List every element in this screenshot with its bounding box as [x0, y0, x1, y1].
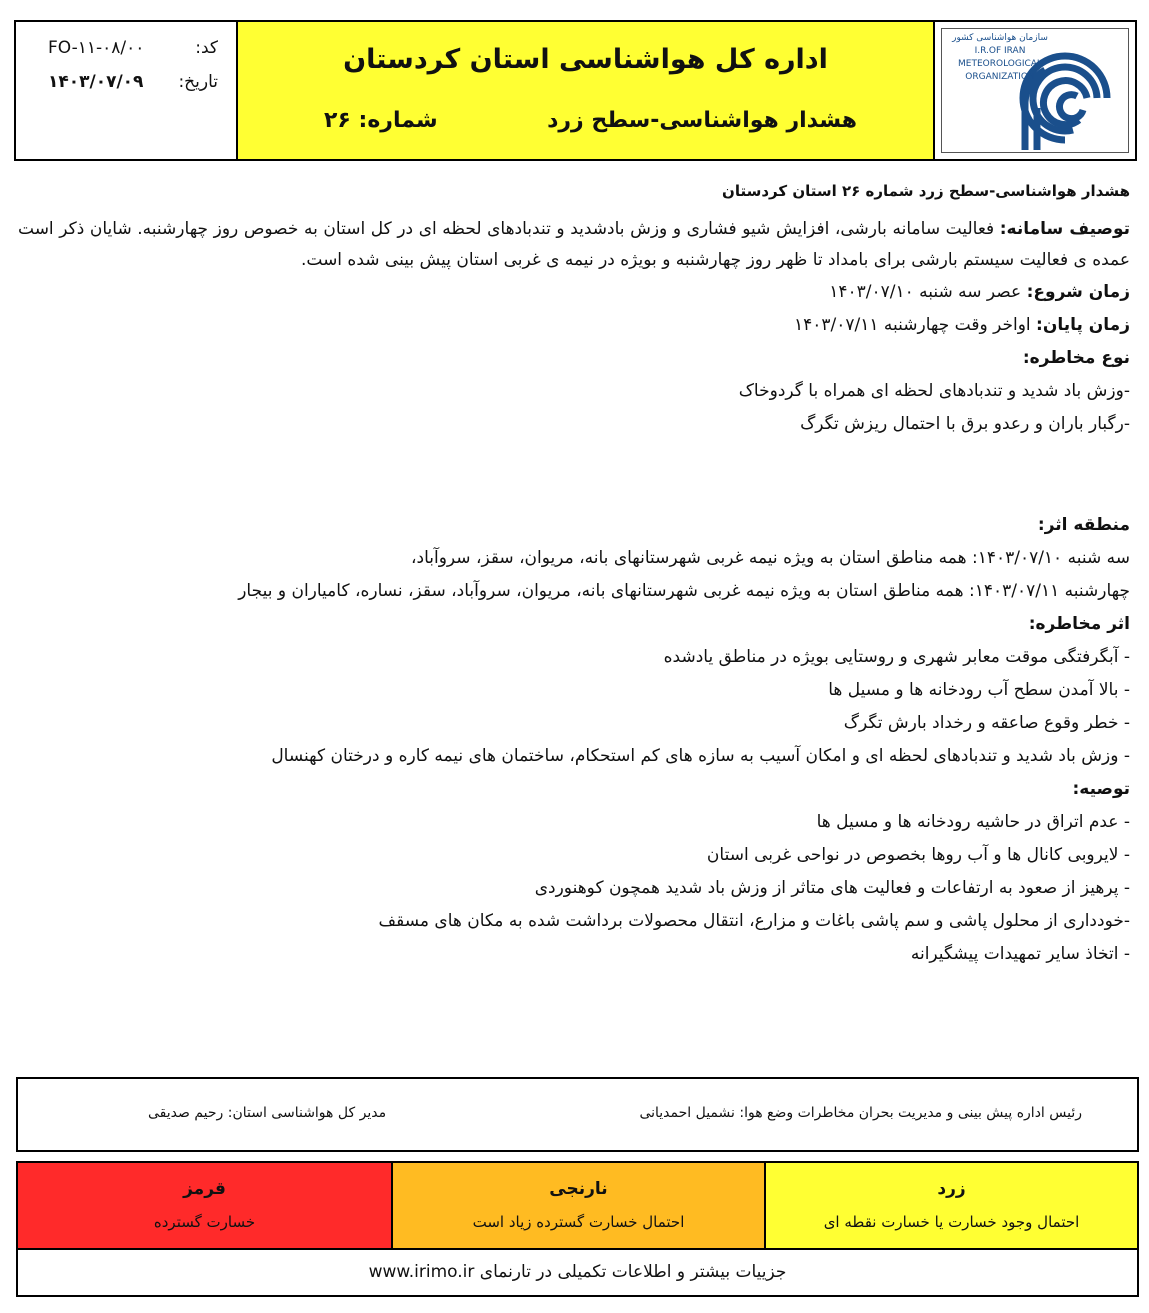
director-signature: مدیر کل هواشناسی استان: رحیم صدیقی: [148, 1105, 387, 1121]
level-yellow-desc: احتمال وجود خسارت یا خسارت نقطه ای: [823, 1213, 1080, 1231]
level-orange-name: نارنجی: [549, 1179, 608, 1199]
org-title: اداره کل هواشناسی استان کردستان: [343, 44, 828, 75]
levels-row: [18, 1163, 1137, 1250]
advice-item: - اتخاذ سایر تمهیدات پیشگیرانه: [910, 944, 1130, 964]
hazard-type-item: -رگبار باران و رعدو برق با احتمال ریزش تگرگ: [800, 414, 1130, 434]
start-time-label: زمان شروع:: [1026, 282, 1130, 302]
code-label: کد:: [195, 38, 218, 58]
advice-item: - پرهیز از صعود به ارتفاعات و فعالیت های متاثر از وزش باد شدید همچون کوهنوردی: [534, 878, 1130, 898]
impact-item: - بالا آمدن سطح آب رودخانه ها و مسیل ها: [828, 680, 1130, 700]
start-time: [18, 276, 1130, 309]
date-value: ۱۴۰۳/۰۷/۰۹: [48, 72, 144, 92]
impact-item: - خطر وقوع صاعقه و رخداد بارش تگرگ: [843, 713, 1130, 733]
system-description-text: فعالیت سامانه بارشی، افزایش شیو فشاری و وزش بادشدید و تندبادهای لحظه ای در کل استان به خصوص روز چهارشنبه. شایان ذکر است عمده ی فعالیت سیستم بارشی برای بامداد تا ظهر روز چهارشنبه و بویژه در نیمه ی غربی استان پیش بینی شده است.: [18, 219, 1130, 270]
start-time-text: عصر سه شنبه ۱۴۰۳/۰۷/۱۰: [829, 282, 1027, 302]
level-yellow-name: زرد: [937, 1179, 966, 1199]
level-red: [18, 1163, 391, 1248]
warning-title: هشدار هواشناسی-سطح زرد شماره ۲۶ استان کردستان: [722, 182, 1130, 200]
hazard-type-item: -وزش باد شدید و تندبادهای لحظه ای همراه با گردوخاک: [738, 381, 1130, 401]
level-red-desc: خسارت گسترده: [153, 1213, 256, 1231]
warning-number: شماره: ۲۶: [324, 108, 438, 133]
advice-item: - لایروبی کانال ها و آب روها بخصوص در نواحی غربی استان: [706, 845, 1130, 865]
advice-item: - عدم اتراق در حاشیه رودخانه ها و مسیل ها: [816, 812, 1130, 832]
code-date-box: [16, 22, 238, 159]
level-yellow: [764, 1163, 1137, 1248]
logo-box: [935, 22, 1135, 159]
affected-area-item: چهارشنبه ۱۴۰۳/۰۷/۱۱: همه مناطق استان به ویژه نیمه غربی شهرستانهای بانه، مریوان، سروآباد، سقز، نساره، کامیاران و بیجار: [238, 581, 1130, 601]
system-description: [18, 214, 1130, 276]
date-label: تاریخ:: [178, 72, 218, 92]
warning-content: [18, 165, 1130, 971]
level-red-name: قرمز: [183, 1179, 226, 1199]
impacts-heading: اثر مخاطره:: [1028, 614, 1130, 634]
affected-area-heading: منطقه اثر:: [1037, 515, 1130, 535]
document-header: [14, 20, 1137, 161]
title-box: [238, 22, 935, 159]
level-orange-desc: احتمال خسارت گسترده زیاد است: [472, 1213, 685, 1231]
impact-item: - وزش باد شدید و تندبادهای لحظه ای و امکان آسیب به سازه های کم استحکام، ساختمان های نیمه کاره و درختان کهنسال: [271, 746, 1130, 766]
impact-item: - آبگرفتگی موقت معابر شهری و روستایی بویژه در مناطق یادشده: [663, 647, 1130, 667]
website-link[interactable]: جزییات بیشتر و اطلاعات تکمیلی در تارنمای www.irimo.ir: [368, 1262, 787, 1282]
advice-heading: توصیه:: [1072, 779, 1130, 799]
warning-levels-legend: [16, 1161, 1139, 1297]
system-description-label: توصیف سامانه:: [999, 219, 1131, 239]
end-time-label: زمان پایان:: [1036, 315, 1130, 335]
signatures-box: [16, 1077, 1139, 1152]
forecast-head-signature: رئیس اداره پیش بینی و مدیریت بحران مخاطرات وضع هوا: نشمیل احمدیانی: [639, 1105, 1082, 1121]
logo-text: سازمان هواشناسی کشور I.R.OF IRAN METEOROLOGICAL ORGANIZATION: [952, 33, 1048, 82]
affected-area-item: سه شنبه ۱۴۰۳/۰۷/۱۰: همه مناطق استان به ویژه نیمه غربی شهرستانهای بانه، مریوان، سقز، سروآباد،: [411, 548, 1130, 568]
hazard-type-heading: نوع مخاطره:: [1022, 348, 1130, 368]
advice-item: -خودداری از محلول پاشی و سم پاشی باغات و مزارع، انتقال محصولات برداشت شده به مکان های مسقف: [378, 911, 1130, 931]
warning-level: هشدار هواشناسی-سطح زرد: [547, 108, 857, 133]
level-orange: [391, 1163, 764, 1248]
end-time-text: اواخر وقت چهارشنبه ۱۴۰۳/۰۷/۱۱: [793, 315, 1037, 335]
end-time: [18, 309, 1130, 342]
code-value: FO-۱۱-۰۸/۰۰: [48, 38, 145, 58]
